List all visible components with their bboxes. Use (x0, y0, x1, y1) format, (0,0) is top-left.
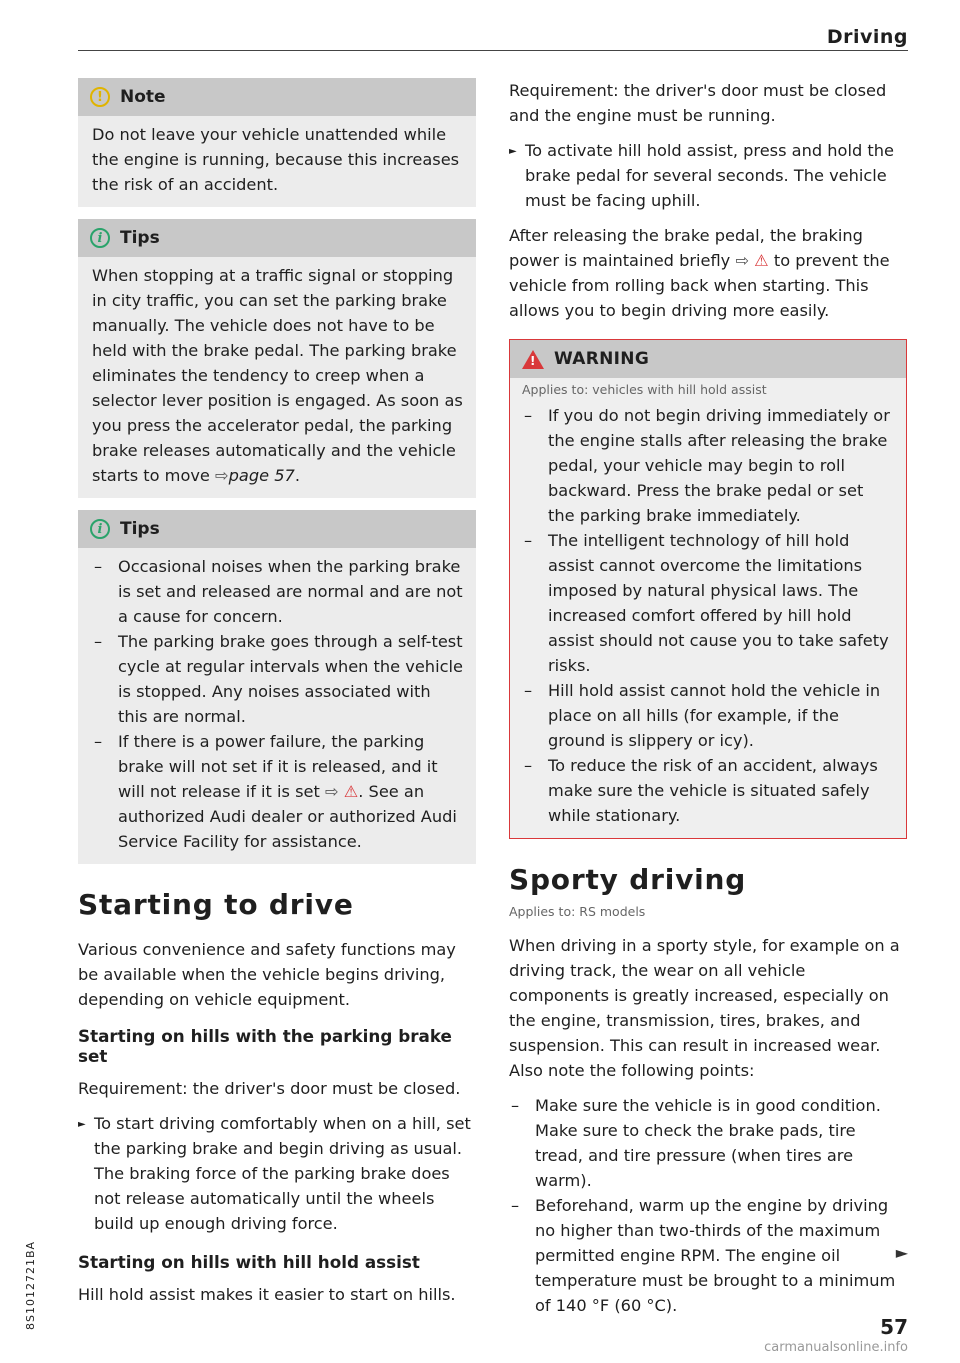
list-item: – Hill hold assist cannot hold the vehicle in place on all hills (for example, if the ground is slippery or icy). (522, 678, 894, 753)
warning-header (510, 340, 906, 378)
requirement-text: Requirement: the driver's door must be closed. (78, 1079, 461, 1098)
info-icon: i (90, 519, 110, 539)
ref-arrow-icon: ⇨ (735, 251, 750, 270)
subheading-parking-brake: Starting on hills with the parking brake set (78, 1026, 452, 1066)
requirement-text-2: Requirement: the driver's door must be closed and the engine must be running. (509, 81, 887, 125)
tips-header-1 (78, 219, 476, 257)
subheading-hill-hold: Starting on hills with hill hold assist (78, 1252, 420, 1272)
tips-header-2 (78, 510, 476, 548)
watermark: carmanualsonline.info (764, 1340, 908, 1355)
sporty-applies: Applies to: RS models (509, 904, 646, 919)
list-item: – Occasional noises when the parking brake is set and released are normal and are not a cause for concern. (92, 554, 464, 629)
warning-list (522, 403, 894, 828)
release-text (509, 223, 907, 323)
tips-label-1: Tips (120, 228, 160, 248)
release-text-a: After releasing the brake pedal, the braking power is maintained briefly (509, 226, 863, 270)
page-number: 57 (880, 1315, 908, 1339)
section-title: Driving (826, 26, 908, 48)
warning-triangle-icon[interactable]: ⚠ (343, 782, 359, 801)
list-item: – If you do not begin driving immediately or the engine stalls after releasing the brake pedal, your vehicle may begin to roll backward. Press the brake pedal or set the parking brake immediately. (522, 403, 894, 528)
right-column (509, 78, 907, 1318)
step-text-2: ► To activate hill hold assist, press and hold the brake pedal for several seconds. The vehicle must be facing uphill. (509, 138, 907, 213)
document-code: 8S1012721BA (24, 1240, 37, 1330)
tips-box-1 (78, 219, 476, 498)
tips-text-1-end: . (294, 466, 300, 485)
note-text: Do not leave your vehicle unattended while the engine is running, because this increases the risk of an accident. (92, 125, 460, 194)
list-item: – Beforehand, warm up the engine by driving no higher than two-thirds of the maximum permitted engine RPM. The engine oil temperature must be brought to a minimum of 140 °F (60 °C). (509, 1193, 907, 1318)
tips-label-2: Tips (120, 519, 160, 539)
starting-title: Starting to drive (78, 888, 354, 921)
list-item (92, 729, 464, 854)
ref-arrow-icon: ⇨ (325, 782, 339, 801)
exclamation-icon: ! (90, 87, 110, 107)
warning-box (509, 339, 907, 839)
list-item: – To reduce the risk of an accident, always make sure the vehicle is situated safely while stationary. (522, 753, 894, 828)
left-column (78, 78, 476, 1307)
list-item-text: . See an authorized Audi dealer or authorized Audi Service Facility for assistance. (118, 782, 457, 851)
sporty-list (509, 1093, 907, 1318)
warning-triangle-icon[interactable]: ⚠ (754, 251, 769, 270)
header-rule (78, 50, 908, 51)
tips-text-1-body: When stopping at a traffic signal or stopping in city traffic, you can set the parking brake manually. The vehicle does not have to be held with the brake pedal. The parking brake eliminates the tendency to creep when a selector lever position is engaged. As soon as you press the accelerator pedal, the parking brake releases automatically and the vehicle starts to move (92, 266, 463, 485)
starting-intro: Various convenience and safety functions may be available when the vehicle begins driving, depending on vehicle equipment. (78, 940, 456, 1009)
release-text-b: to prevent the vehicle from rolling back when starting. This allows you to begin driving more easily. (509, 251, 890, 320)
page-link[interactable]: page 57 (228, 466, 295, 485)
tips-box-2 (78, 510, 476, 864)
continue-arrow-icon: ► (895, 1243, 908, 1262)
warning-label: WARNING (554, 349, 650, 369)
warning-icon: ! (522, 350, 544, 369)
hill-hold-intro: Hill hold assist makes it easier to start on hills. (78, 1285, 456, 1304)
list-item: – The intelligent technology of hill hold assist cannot overcome the limitations imposed by natural physical laws. The increased comfort offered by hill hold assist should not cause you to take safety risks. (522, 528, 894, 678)
warning-applies: Applies to: vehicles with hill hold assist (522, 382, 767, 397)
step-text: ► To start driving comfortably when on a hill, set the parking brake and begin driving as usual. The braking force of the parking brake does not release automatically until the wheels build up enough driving force. (78, 1111, 476, 1236)
sporty-title: Sporty driving (509, 863, 747, 896)
note-header (78, 78, 476, 116)
tips-text-1 (92, 263, 464, 488)
list-item-text: If there is a power failure, the parking brake will not set if it is released, and it will not release if it is set (118, 732, 438, 801)
note-label: Note (120, 87, 166, 107)
note-box (78, 78, 476, 207)
sporty-intro: When driving in a sporty style, for example on a driving track, the wear on all vehicle components is greatly increased, especially on the engine, transmission, tires, brakes, and suspension. This can result in increased wear. Also note the following points: (509, 936, 900, 1080)
info-icon: i (90, 228, 110, 248)
ref-arrow-icon: ⇨ (215, 466, 229, 485)
list-item: – Make sure the vehicle is in good condition. Make sure to check the brake pads, tire tread, and tire pressure (when tires are warm). (509, 1093, 907, 1193)
list-item: – The parking brake goes through a self-test cycle at regular intervals when the vehicle is stopped. Any noises associated with this are normal. (92, 629, 464, 729)
tips-list-2 (92, 554, 464, 854)
